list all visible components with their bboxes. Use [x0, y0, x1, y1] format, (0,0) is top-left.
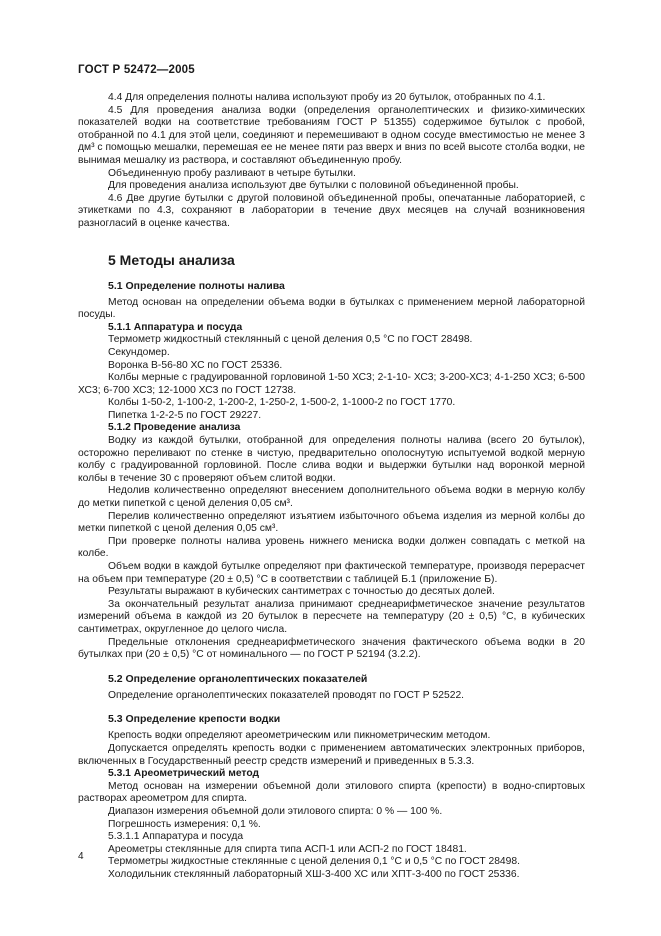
- paragraph-4-5-split: Объединенную пробу разливают в четыре бутылки.: [108, 167, 356, 179]
- section-5-1-1-title: 5.1.1 Аппаратура и посуда: [108, 321, 243, 333]
- paragraph-5-3-1-b: Диапазон измерения объемной доли этилового спирта: 0 % — 100 %.: [108, 805, 443, 817]
- paragraph-4-6: 4.6 Две другие бутылки с другой половиной объединенной пробы, опечатанные лабораторией, с этикетками по 4.3, сохраняют в лаборатории в течение двух месяцев на случай возникновения разногласий в оценке качества.: [78, 192, 585, 229]
- item-condenser: Холодильник стеклянный лабораторный ХШ-3-400 ХС или ХПТ-3-400 по ГОСТ 25336.: [108, 868, 520, 880]
- section-5-1-text: Метод основан на определении объема водки в бутылках с применением мерной лабораторной посуды.: [78, 296, 585, 321]
- item-hydrometers: Ареометры стеклянные для спирта типа АСП-1 или АСП-2 по ГОСТ 18481.: [108, 843, 467, 855]
- page-number: 4: [78, 851, 84, 862]
- paragraph-5-1-2-h: Предельные отклонения среднеарифметического значения фактического объема водки в 20 бутылках при (20 ± 0,5) °С от номинального — по ГОСТ Р 52194 (3.2.2).: [78, 636, 585, 661]
- section-5-3-title: 5.3 Определение крепости водки: [108, 713, 281, 726]
- item-flasks: Колбы 1-50-2, 1-100-2, 1-200-2, 1-250-2, 1-500-2, 1-1000-2 по ГОСТ 1770.: [108, 397, 456, 409]
- section-5-1-title: 5.1 Определение полноты налива: [108, 279, 285, 292]
- page-body: [78, 92, 585, 881]
- paragraph-5-1-2-a: Водку из каждой бутылки, отобранной для определения полноты налива (всего 20 бутылок), осторожно переливают по стенке в чистую, предварительно ополоснутую испытуемой водкой мерную колбу с градуированной горловиной. После слива водки и выдержки бутылки над воронкой мерной колбы в течение 30 с проверяют объем слитой водки.: [78, 435, 585, 484]
- paragraph-5-1-2-g: За окончательный результат анализа принимают среднеарифметическое значение результатов измерений объема в каждой из 20 бутылок в пересчете на температуру (20 ± 0,5) °С, в кубических сантиметрах, округленное до целого числа.: [78, 598, 585, 635]
- section-5-2-text: Определение органолептических показателей проводят по ГОСТ Р 52522.: [108, 689, 465, 701]
- section-5-1-2-title: 5.1.2 Проведение анализа: [108, 422, 241, 434]
- item-stopwatch: Секундомер.: [108, 346, 170, 358]
- paragraph-5-1-2-c: Перелив количественно определяют изъятием избыточного объема изделия из мерной колбы до метки пипеткой с ценой деления 0,05 см³.: [78, 510, 585, 535]
- paragraph-5-1-2-b: Недолив количественно определяют внесением дополнительного объема водки в мерную колбу до метки пипеткой с ценой деления 0,05 см³.: [78, 485, 585, 510]
- item-measuring-flasks: Колбы мерные с градуированной горловиной 1-50 ХС3; 2-1-10- ХС3; 3-200-ХС3; 4-1-250 ХС3; 6-500 ХС3; 6-700 ХС3; 12-1000 ХС3 по ГОСТ 12738.: [78, 372, 585, 396]
- paragraph-4-5: 4.5 Для проведения анализа водки (определения органолептических и физико-химических показателей водки на соответствие требованиям ГОСТ Р 51355) содержимое бутылок с пробой, отобранной по 4.1 для этой цели, соединяют и перемешивают в одном сосуде вместимостью не менее 3 дм³ с помощью мешалки, перемешая ее не менее пяти раз вверх и вниз по всей высоте столба водки, не вынимая мешалку из раствора, и составляют объединенную пробу.: [78, 104, 585, 166]
- paragraph-5-1-2-f: Результаты выражают в кубических сантиметрах с точностью до десятых долей.: [108, 586, 495, 598]
- paragraph-5-3-b: Допускается определять крепость водки с применением автоматических электронных приборов, включенных в Государственный реестр средств измерений и приведенных в 5.3.3.: [78, 742, 585, 767]
- paragraph-4-4: 4.4 Для определения полноты налива используют пробу из 20 бутылок, отобранных по 4.1.: [108, 92, 546, 103]
- section-5-3-1-title: 5.3.1 Ареометрический метод: [108, 768, 260, 780]
- item-thermometer: Термометр жидкостный стеклянный с ценой деления 0,5 °С по ГОСТ 28498.: [108, 334, 473, 346]
- section-5-title: 5 Методы анализа: [108, 251, 235, 268]
- section-5-2-title: 5.2 Определение органолептических показателей: [108, 672, 368, 685]
- paragraph-5-1-2-e: Объем водки в каждой бутылке определяют при фактической температуре, производя перерасчет на объем при температуре (20 ± 0,5) °С в соответствии с таблицей Б.1 (приложение Б).: [78, 561, 585, 585]
- item-funnel: Воронка В-56-80 ХС по ГОСТ 25336.: [108, 359, 283, 371]
- paragraph-4-5-use: Для проведения анализа используют две бутылки с половиной объединенной пробы.: [108, 180, 519, 192]
- paragraph-5-3-a: Крепость водки определяют ареометрическим или пикнометрическим методом.: [108, 730, 491, 742]
- document-code: ГОСТ Р 52472—2005: [78, 64, 195, 76]
- section-5-3-1-1-title: 5.3.1.1 Аппаратура и посуда: [108, 831, 244, 843]
- paragraph-5-3-1-c: Погрешность измерения: 0,1 %.: [108, 818, 261, 830]
- paragraph-5-3-1-a: Метод основан на измерении объемной доли этилового спирта (крепости) в водно-спиртовых растворах ареометром для спирта.: [78, 780, 585, 805]
- item-thermometers: Термометры жидкостные стеклянные с ценой деления 0,1 °С и 0,5 °С по ГОСТ 28498.: [108, 856, 520, 868]
- item-pipette: Пипетка 1-2-2-5 по ГОСТ 29227.: [108, 409, 262, 421]
- paragraph-5-1-2-d: При проверке полноты налива уровень нижнего мениска водки должен совпадать с меткой на колбе.: [78, 535, 585, 560]
